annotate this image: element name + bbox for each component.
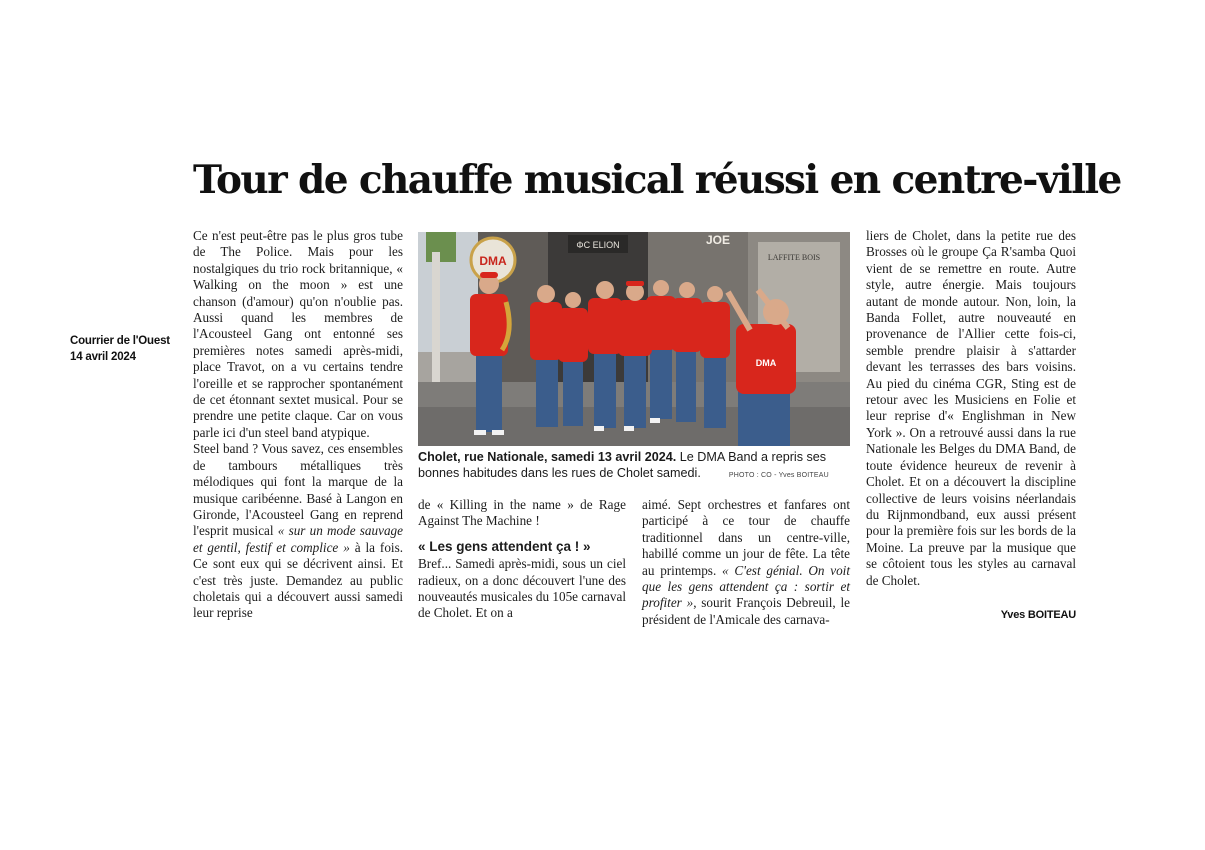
byline: Yves BOITEAU xyxy=(1000,609,1076,621)
paragraph-killing: de « Killing in the name » de Rage Against The Machine ! xyxy=(418,497,626,529)
paragraph-steel-band xyxy=(193,441,403,621)
caption-title: Cholet, rue Nationale, samedi 13 avril 2024. xyxy=(418,450,677,464)
shop-sign-center: JOE xyxy=(705,233,731,247)
shop-sign-right: LAFFITE BOIS xyxy=(767,253,821,262)
aime-text-end: , sourit François Debreuil, le président de l'Amicale des carnava- xyxy=(642,595,851,627)
photo-caption xyxy=(418,449,850,484)
paragraph-intro: Ce n'est peut-être pas le plus gros tube de The Police. Mais pour les nostalgiques du trio rock britannique, « Walking on the moon » est une chanson (d'amour) qu'on n'oublie pas. Aussi quand les membres de l'Acousteel Gang ont entonné ses premières notes samedi après-midi, place Travot, on a vu certains tendre l'oreille et se rapprocher spontanément de cet étonnant sextet musical. Pour se prendre une petite claque. Car on vous parle ici d'un steel band atypique. xyxy=(193,228,403,440)
caption-text: Le DMA Band a repris ses bonnes habitudes dans les rues de Cholet samedi. xyxy=(418,450,827,480)
source-note xyxy=(70,333,170,365)
sign-dma: DMA xyxy=(479,254,507,268)
paragraph-aime xyxy=(642,497,850,628)
intertitle: « Les gens attendent ça ! » xyxy=(418,538,591,554)
column-4 xyxy=(866,228,1076,589)
headline: Tour de chauffe musical réussi en centre-ville xyxy=(193,157,1121,203)
steel-band-quote: « sur un mode sauvage et gentil, festif et complice » xyxy=(193,523,403,555)
publication-name: Courrier de l'Ouest xyxy=(70,335,170,347)
debreuil-quote: « C'est génial. On voit que les gens attendent ça : sortir et profiter » xyxy=(642,562,851,611)
steel-band-text-end: à la fois. Ce sont eux qui se décrivent ainsi. Et c'est très juste. Demandez au public choletais qui a découvert aussi samedi leur reprise xyxy=(193,539,404,621)
shop-sign-left: ΦC ΕLΙΟΝ xyxy=(576,240,620,250)
photo-band-parade xyxy=(418,232,850,446)
column-1 xyxy=(193,228,403,622)
article-photo xyxy=(418,232,850,446)
aime-text: aimé. Sept orchestres et fanfares ont participé à ce tour de chauffe traditionnel dans un centre-ville, habillé comme un jour de fête. La tête au printemps. xyxy=(642,497,850,578)
column-2 xyxy=(418,497,626,622)
column-3 xyxy=(642,497,850,628)
photo-credit: PHOTO : CO - Yves BOITEAU xyxy=(728,472,829,479)
steel-band-text: Steel band ? Vous savez, ces ensembles de tambours métalliques très mélodiques qui font la marque de la musique caribéenne. Basé à Langon en Gironde, l'Acousteel Gang en reprend l'esprit musical xyxy=(193,441,403,539)
publication-date: 14 avril 2024 xyxy=(70,351,136,363)
shirt-text: DMA xyxy=(755,358,777,368)
paragraph-carnavaliers: liers de Cholet, dans la petite rue des Brosses où le groupe Ça R'samba Quoi vient de se remettre en route. Autre style, autre énergie. Mais toujours autant de monde autour. Non, loin, la Banda Follet, autre nouveauté en provenance de l'Allier cette fois-ci, semble prendre plaisir à s'attarder devant les terrasses des bars voisins. Au pied du cinéma CGR, Sting est de retour avec les Musiciens en Folie et leur reprise d'« Englishman in New York ». On a retrouvé aussi dans la rue Nationale les Belges du DMA Band, de toute évidence heureux de revenir à Cholet. Et on a découvert la discipline collective de leurs voisins néerlandais du Rijnmondband, eux aussi présent pour la première fois sur les bords de la Moine. La preuve par la musique que se côtoient tous les styles au carnaval de Cholet. xyxy=(866,228,1076,588)
paragraph-bref: Bref... Samedi après-midi, sous un ciel radieux, on a donc découvert l'une des nouveautés musicales du 105e carnaval de Cholet. Et on a xyxy=(418,556,626,621)
